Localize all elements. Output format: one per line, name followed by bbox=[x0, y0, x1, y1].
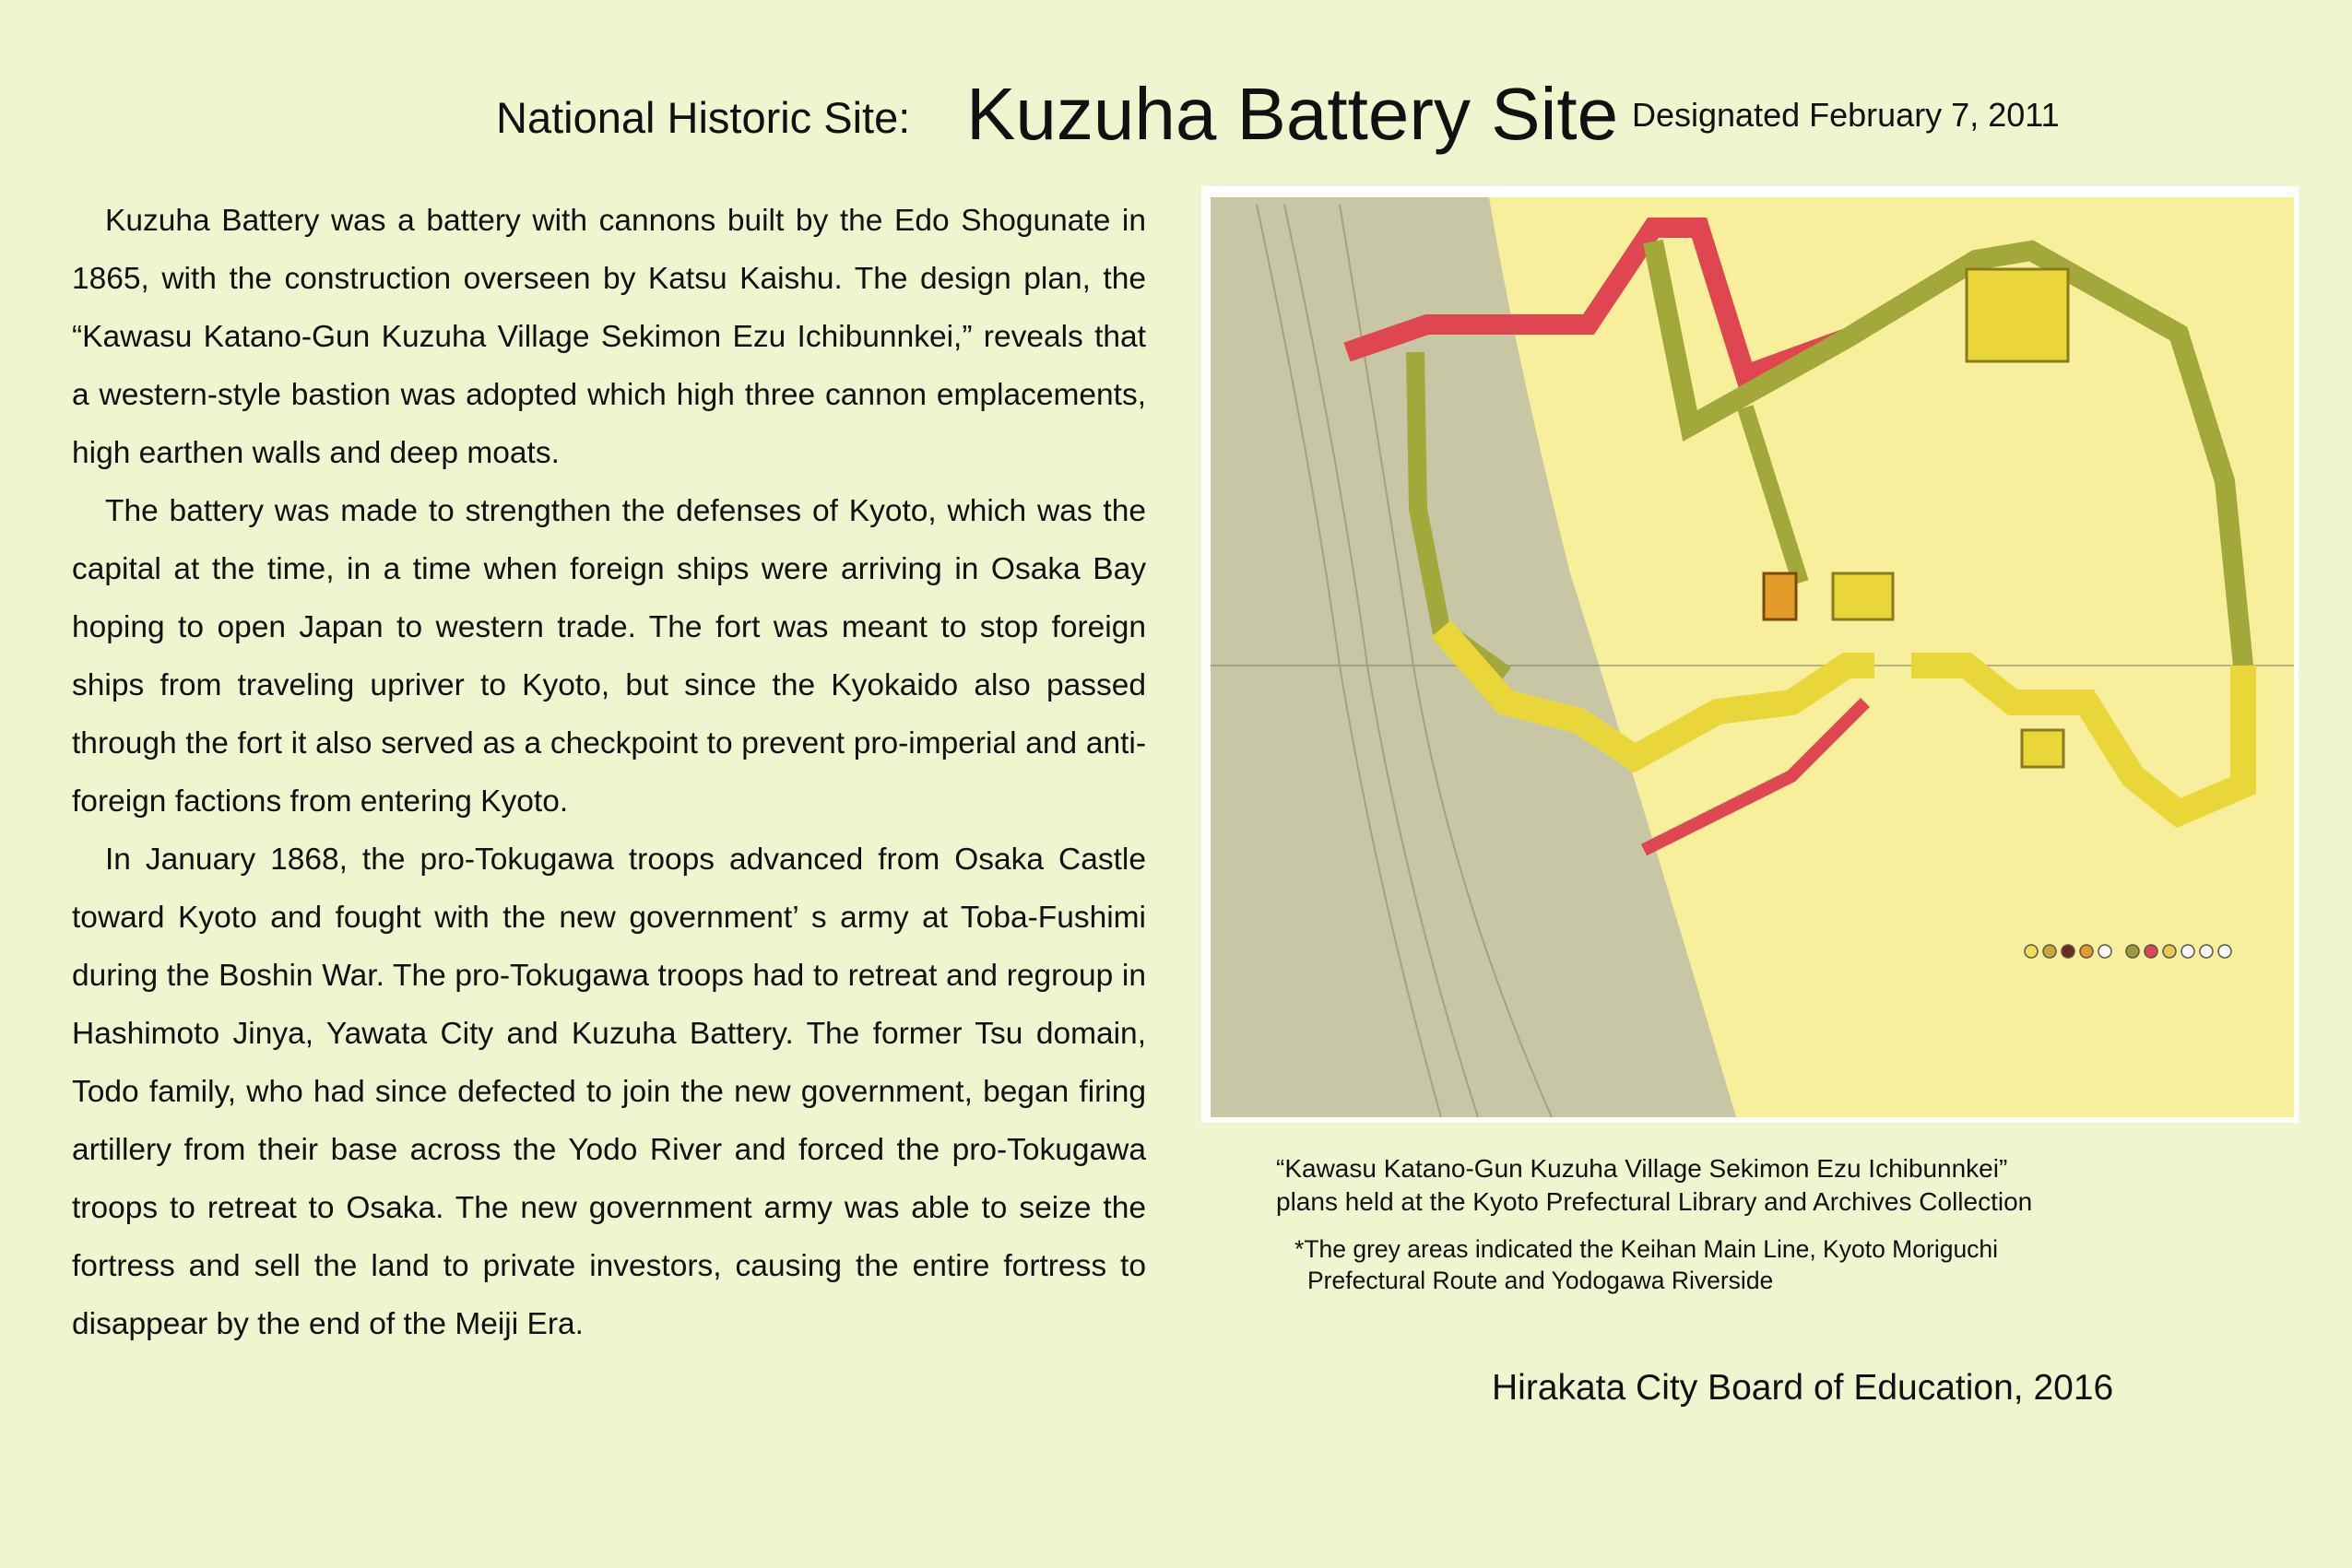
fort-plan-illustration bbox=[1201, 186, 2299, 1123]
grey-area-note bbox=[1294, 1233, 2124, 1296]
caption-line-2: plans held at the Kyoto Prefectural Library and Archives Collection bbox=[1276, 1187, 2033, 1216]
bastion-east bbox=[2022, 730, 2063, 767]
legend-swatch bbox=[2126, 945, 2139, 958]
note-line-2: Prefectural Route and Yodogawa Riverside bbox=[1307, 1267, 1774, 1294]
caption-line-1: “Kawasu Katano-Gun Kuzuha Village Sekimon Ezu Ichibunnkei” bbox=[1276, 1154, 2008, 1183]
legend-swatch bbox=[2062, 945, 2074, 958]
legend-swatch bbox=[2181, 945, 2194, 958]
gate-orange bbox=[1764, 573, 1796, 619]
bastion-north bbox=[1967, 269, 2068, 361]
historic-plan-map bbox=[1201, 186, 2299, 1123]
legend-swatch bbox=[2163, 945, 2176, 958]
legend-swatch bbox=[2145, 945, 2157, 958]
header bbox=[0, 0, 2352, 184]
legend-swatch bbox=[2025, 945, 2038, 958]
paragraph-history: Kuzuha Battery was a battery with cannons built by the Edo Shogunate in 1865, with the construction overseen by Katsu Kaishu. The design plan, the “Kawasu Katano-Gun Kuzuha Village Sekimon Ezu Ichibunnkei,” reveals that a western-style bastion was adopted which high three cannon emplacements, high earthen walls and deep moats. bbox=[72, 204, 1146, 470]
description-text bbox=[72, 192, 1146, 1353]
site-designation-label: National Historic Site: bbox=[496, 93, 911, 142]
legend-swatch bbox=[2098, 945, 2111, 958]
legend-swatch bbox=[2200, 945, 2213, 958]
note-line-1: *The grey areas indicated the Keihan Main Line, Kyoto Moriguchi bbox=[1294, 1235, 1999, 1263]
map-caption bbox=[1276, 1152, 2032, 1219]
bastion-center bbox=[1833, 573, 1893, 619]
paragraph-purpose: The battery was made to strengthen the defenses of Kyoto, which was the capital at the time, in a time when foreign ships were arriving in Osaka Bay hoping to open Japan to western trade. The fort was meant to stop foreign ships from traveling upriver to Kyoto, but since the Kyokaido also passed through the fort it also served as a checkpoint to prevent pro-imperial and anti-foreign factions from entering Kyoto. bbox=[72, 494, 1146, 819]
designation-date: Designated February 7, 2011 bbox=[1632, 96, 2060, 134]
paragraph-boshin-war: In January 1868, the pro-Tokugawa troops advanced from Osaka Castle toward Kyoto and fought with the new government’ s army at Toba-Fushimi during the Boshin War. The pro-Tokugawa troops had to retreat and regroup in Hashimoto Jinya, Yawata City and Kuzuha Battery. The former Tsu domain, Todo family, who had since defected to join the new government, began firing artillery from their base across the Yodo River and forced the pro-Tokugawa troops to retreat to Osaka. The new government army was able to seize the fortress and sell the land to private investors, causing the entire fortress to disappear by the end of the Meiji Era. bbox=[72, 843, 1146, 1341]
legend-swatch bbox=[2043, 945, 2056, 958]
page-title: Kuzuha Battery Site bbox=[966, 73, 1619, 155]
legend-swatch bbox=[2218, 945, 2231, 958]
legend-swatch bbox=[2080, 945, 2093, 958]
publisher-credit: Hirakata City Board of Education, 2016 bbox=[1492, 1368, 2114, 1408]
